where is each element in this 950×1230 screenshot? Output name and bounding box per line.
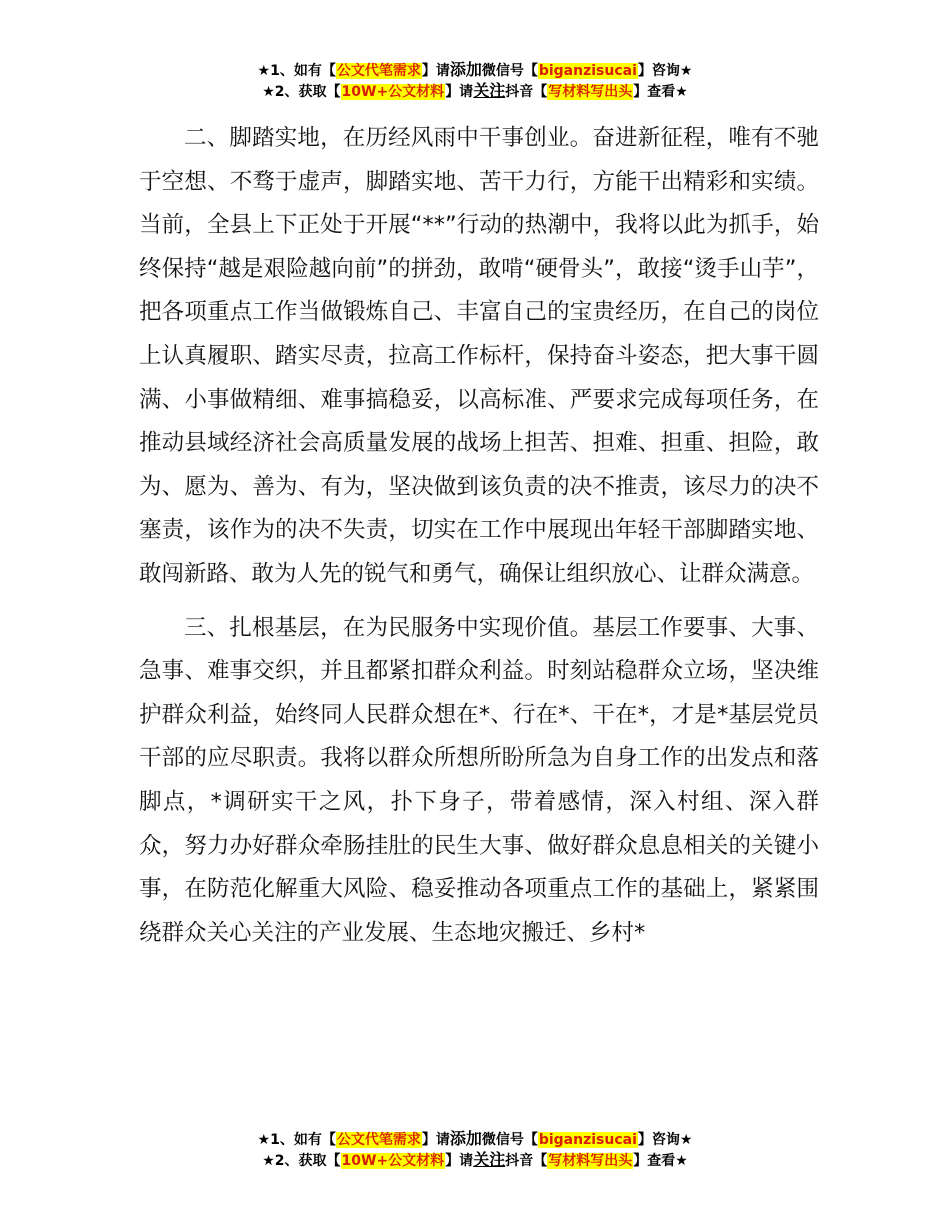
banner-text: 微信号【 <box>481 63 538 79</box>
banner-highlight: 10W+公文材料 <box>341 1153 445 1169</box>
banner-highlight: biganzisucai <box>538 1132 637 1148</box>
banner-text: ★1、如有【 <box>257 1132 336 1148</box>
banner-text: 】请 <box>445 84 474 100</box>
banner-text: 抖音【 <box>505 84 548 100</box>
banner-text: 】请 <box>421 1132 450 1148</box>
banner-text: 】咨询★ <box>637 1132 693 1148</box>
banner-text: 】查看★ <box>633 84 688 100</box>
banner-emphasis: 关注 <box>473 81 506 100</box>
banner-text: 】请 <box>421 63 450 79</box>
banner-highlight: 公文代笔需求 <box>336 1132 421 1148</box>
banner-line-1 <box>0 60 950 81</box>
banner-emphasis: 关注 <box>473 1150 506 1169</box>
banner-text: ★2、获取【 <box>262 84 341 100</box>
banner-text: ★1、如有【 <box>257 63 336 79</box>
document-body <box>139 117 819 955</box>
banner-emphasis: 添加 <box>449 60 482 79</box>
banner-text: 】请 <box>445 1153 474 1169</box>
paragraph-2: 二、脚踏实地，在历经风雨中干事创业。奋进新征程，唯有不驰于空想、不骛于虚声，脚踏实地、苦干力行，方能干出精彩和实绩。当前，全县上下正处于开展“**”行动的热潮中，我将以此为抓手，始终保持“越是艰险越向前”的拼劲，敢啃“硬骨头”，敢接“烫手山芋”，把各项重点工作当做锻炼自己、丰富自己的宝贵经历，在自己的岗位上认真履职、踏实尽责，拉高工作标杆，保持奋斗姿态，把大事干圆满、小事做精细、难事搞稳妥，以高标准、严要求完成每项任务，在推动县域经济社会高质量发展的战场上担苦、担难、担重、担险，敢为、愿为、善为、有为，坚决做到该负责的决不推责，该尽力的决不塞责，该作为的决不失责，切实在工作中展现出年轻干部脚踏实地、敢闯新路、敢为人先的锐气和勇气，确保让组织放心、让群众满意。 <box>139 125 819 587</box>
banner-text: 】查看★ <box>633 1153 688 1169</box>
banner-text: 】咨询★ <box>637 63 693 79</box>
banner-highlight: 10W+公文材料 <box>341 84 445 100</box>
banner-line-2 <box>0 1150 950 1171</box>
banner-highlight: 写材料写出头 <box>548 84 633 100</box>
paragraph-3: 三、扎根基层，在为民服务中实现价值。基层工作要事、大事、急事、难事交织，并且都紧扣群众利益。时刻站稳群众立场，坚决维护群众利益，始终同人民群众想在*、行在*、干在*，才是*基层党员干部的应尽职责。我将以群众所想所盼所急为自身工作的出发点和落脚点，*调研实干之风，扑下身子，带着感情，深入村组、深入群众，努力办好群众牵肠挂肚的民生大事、做好群众息息相关的关键小事，在防范化解重大风险、稳妥推动各项重点工作的基础上，紧紧围绕群众关心关注的产业发展、生态地灾搬迁、乡村* <box>139 614 819 946</box>
banner-highlight: 写材料写出头 <box>548 1153 633 1169</box>
banner-text: ★2、获取【 <box>262 1153 341 1169</box>
banner-text: 微信号【 <box>481 1132 538 1148</box>
banner-text: 抖音【 <box>505 1153 548 1169</box>
banner-emphasis: 添加 <box>449 1129 482 1148</box>
header-banner <box>0 60 950 102</box>
banner-highlight: biganzisucai <box>538 63 637 79</box>
banner-line-2 <box>0 81 950 102</box>
banner-line-1 <box>0 1129 950 1150</box>
banner-highlight: 公文代笔需求 <box>336 63 421 79</box>
footer-banner <box>0 1129 950 1171</box>
